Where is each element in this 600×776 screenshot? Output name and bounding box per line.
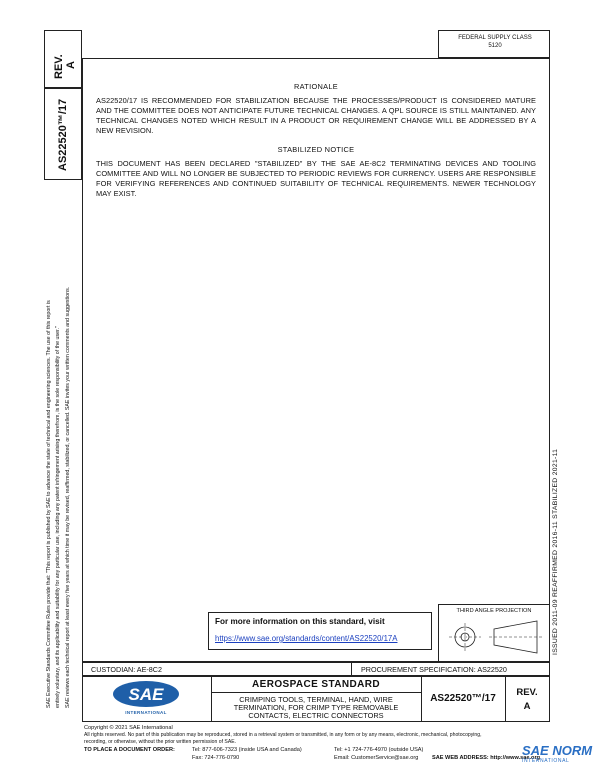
- rationale-heading: RATIONALE: [293, 82, 339, 91]
- disclaimer-line-2: entirely voluntary, and its applicability and suitability for any particular use, including any patent infringement arising therefrom, is the sole responsibility of the user.": [55, 326, 61, 708]
- doc-number-box-left: [44, 88, 82, 180]
- federal-supply-label: FEDERAL SUPPLY CLASS: [458, 35, 532, 41]
- standard-label: AEROSPACE STANDARD: [252, 679, 380, 690]
- rights-2: recording, or otherwise, without the prior written permission of SAE.: [84, 739, 237, 745]
- title-line-2: TERMINATION, FOR CRIMP TYPE REMOVABLE: [233, 703, 399, 712]
- doc-number-cell: [421, 677, 506, 721]
- custodian-divider: [351, 663, 352, 675]
- doc-number-left: AS22520™/17: [57, 98, 69, 171]
- standard-divider: [211, 692, 421, 693]
- rev-label: REV.: [516, 687, 538, 698]
- info-box: [208, 612, 432, 650]
- projection-label: THIRD ANGLE PROJECTION: [456, 608, 532, 614]
- doc-number: AS22520™/17: [430, 693, 496, 704]
- title-block: [82, 676, 550, 722]
- watermark-sub: INTERNATIONAL: [522, 758, 570, 764]
- stabilized-text: THIS DOCUMENT HAS BEEN DECLARED "STABILIZED" BY THE SAE AE-8C2 TERMINATING DEVICES AND TOOLING COMMITTEE AND WILL NO LONGER BE SUBJECTED TO PERIODIC REVIEWS FOR CURRENCY. USERS ARE RESPONSIBLE FOR VERIFYING REFERENCES AND CONTINUED SUITABILITY OF TECHNICAL REQUIREMENTS. NEWER TECHNOLOGY MAY EXIST.: [96, 159, 536, 198]
- title-line-3: CONTACTS, ELECTRIC CONNECTORS: [248, 711, 384, 720]
- web-address[interactable]: SAE WEB ADDRESS: http://www.sae.org: [432, 755, 541, 761]
- rev-cell: [505, 677, 549, 721]
- projection-box: [438, 604, 550, 662]
- rationale-text: AS22520/17 IS RECOMMENDED FOR STABILIZATION BECAUSE THE PROCESSES/PRODUCT IS CONSIDERED MATURE AND THE COMMITTEE DOES NOT ANTICIPATE FUTURE TECHNICAL CHANGES. A QPL SOURCE IS STILL MAINTAINED. ANY TECHNICAL CHANGES NOTED WHICH RESULT IN A PRODUCT OR REQUIREMENT CHANGE WILL BE ADDRESSED BY A NEW REVISION.: [96, 96, 536, 135]
- rev-value: A: [523, 701, 531, 712]
- standard-cell: [211, 677, 422, 721]
- email[interactable]: Email: CustomerService@sae.org: [334, 755, 419, 761]
- info-box-text: For more information on this standard, visit: [215, 617, 385, 626]
- custodian: CUSTODIAN: AE-8C2: [91, 665, 162, 674]
- issue-dates: ISSUED 2011-09 REAFFIRMED 2016-11 STABILIZED 2021-11: [552, 448, 559, 655]
- projection-symbol-icon: [439, 617, 549, 661]
- rev-label-left: REV.: [53, 54, 65, 79]
- federal-supply-box: [438, 30, 550, 58]
- logo-cell: [83, 677, 212, 721]
- tel-usa: Tel: 877-606-7323 (inside USA and Canada): [192, 747, 302, 753]
- rights-1: All rights reserved. No part of this publication may be reproduced, stored in a retrieval system or transmitted, in any form or by any means, electronic, mechanical, photocopying,: [84, 732, 482, 738]
- federal-supply-class: 5120: [488, 43, 502, 49]
- info-box-link[interactable]: https://www.sae.org/standards/content/AS22520/17A: [215, 634, 398, 643]
- disclaimer-line-1: SAE Executive Standards Committee Rules provide that: "This report is published by SAE to advance the state of technical and engineering sciences. The use of this report is: [46, 300, 52, 708]
- fax: Fax: 724-776-0790: [192, 755, 240, 761]
- watermark-text: SAE NORM: [522, 743, 593, 758]
- procurement-spec: PROCUREMENT SPECIFICATION: AS22520: [361, 665, 507, 674]
- stabilized-heading: STABILIZED NOTICE: [277, 145, 355, 154]
- rev-box-left: [44, 30, 82, 88]
- logo-subtitle: INTERNATIONAL: [125, 710, 167, 715]
- custodian-row: [82, 662, 550, 676]
- sae-logo-icon: [111, 679, 181, 709]
- title-line-1: CRIMPING TOOLS, TERMINAL, HAND, WIRE: [239, 695, 393, 704]
- tel-intl: Tel: +1 724-776-4970 (outside USA): [334, 747, 424, 753]
- rev-value-left: A: [65, 61, 77, 69]
- svg-text:SAE: SAE: [128, 685, 164, 704]
- order-label: TO PLACE A DOCUMENT ORDER:: [84, 747, 175, 753]
- disclaimer-line-3: SAE reviews each technical report at least every five years at which time it may be revised, reaffirmed, stabilized, or cancelled. SAE invites your written comments and suggestions.: [65, 286, 71, 708]
- copyright: Copyright © 2021 SAE International: [84, 725, 173, 731]
